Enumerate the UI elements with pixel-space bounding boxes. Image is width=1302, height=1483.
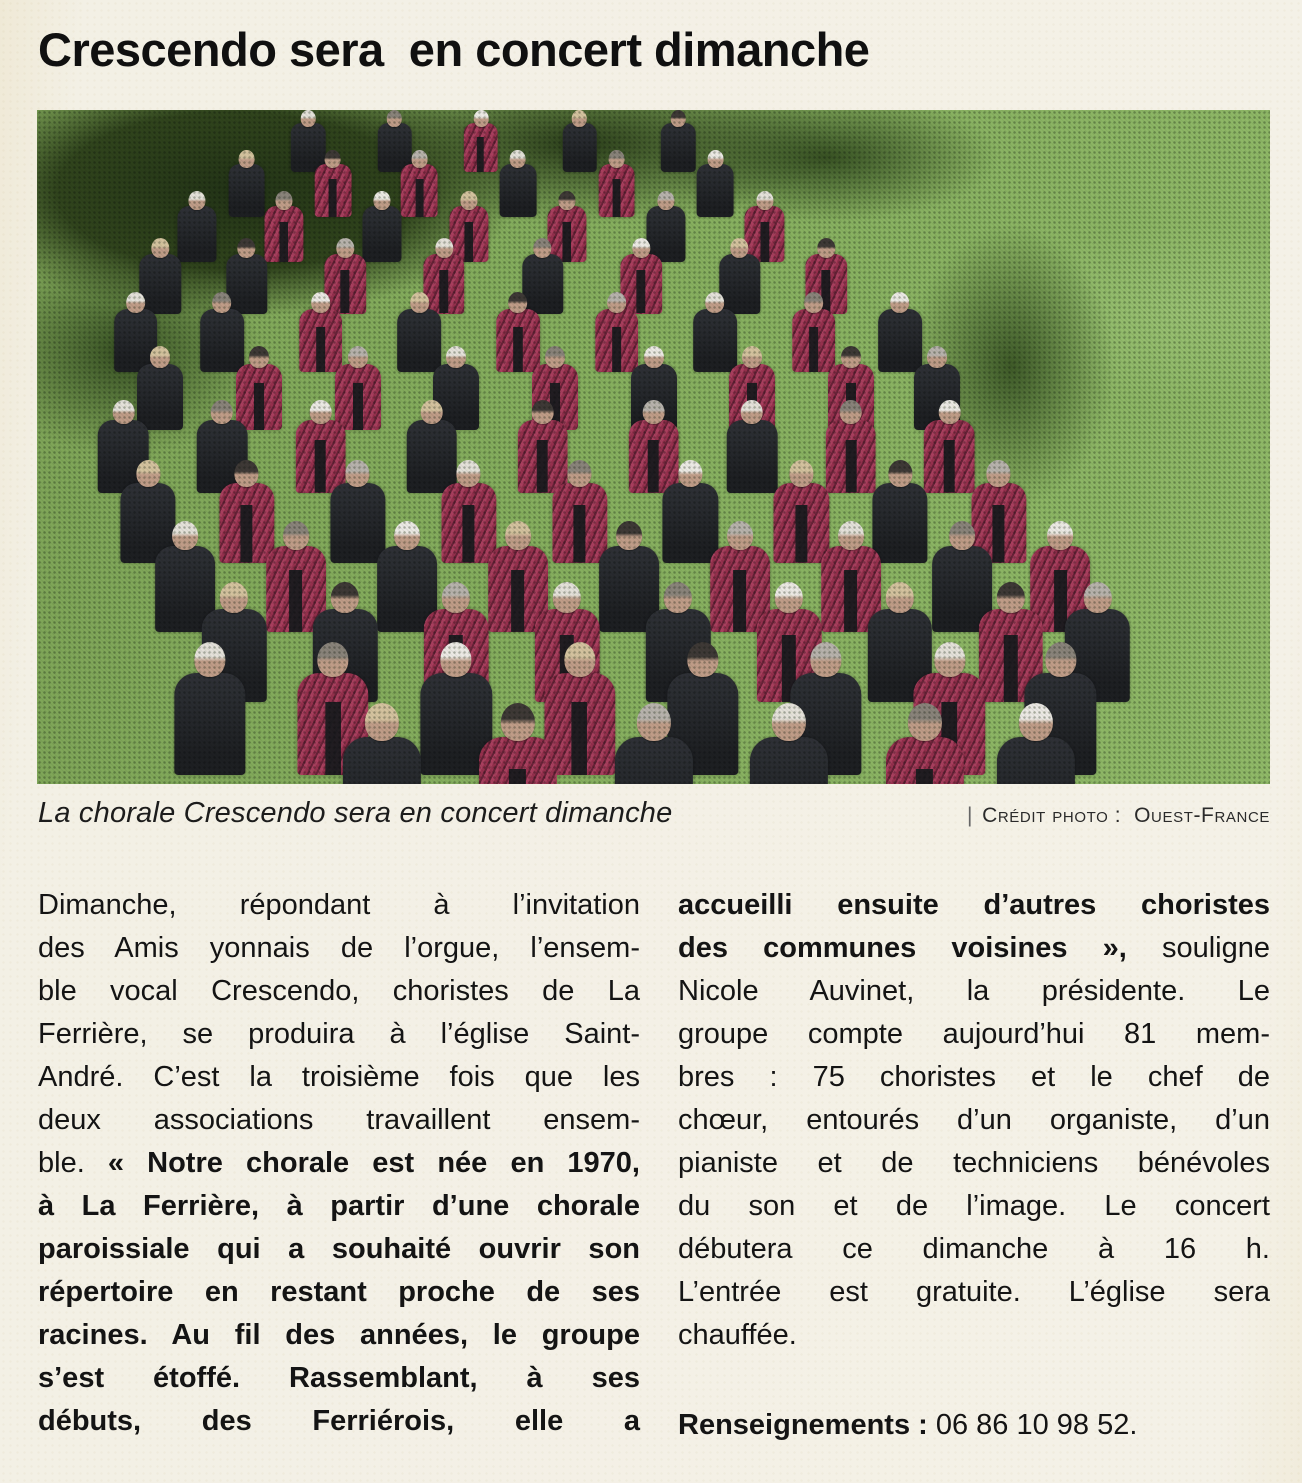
text-segment: Renseignements : (678, 1409, 936, 1441)
figure-head (1083, 582, 1111, 613)
article-line (678, 1271, 1270, 1314)
figure-head (644, 346, 664, 368)
figure-head (840, 400, 862, 425)
text-segment: répertoire en restant proche de ses (38, 1276, 640, 1308)
article-line (38, 970, 640, 1013)
article-line (678, 1099, 1270, 1142)
figure-head (283, 521, 309, 550)
figure-head (150, 346, 170, 368)
article-line (678, 1056, 1270, 1099)
choir-member-figure (363, 191, 402, 262)
figure-head (501, 703, 535, 741)
article-line (38, 1185, 640, 1228)
figure-head (664, 582, 692, 613)
text-segment: Dimanche, répondant à l’invitation (38, 889, 640, 921)
photo-credit (967, 804, 1270, 828)
article-line (38, 1228, 640, 1271)
choir-member-figure (264, 191, 303, 262)
article-line (38, 884, 640, 927)
figure-head (804, 292, 823, 313)
figure-head (508, 292, 527, 313)
text-segment: du son et de l’image. Le concert (678, 1190, 1270, 1222)
text-segment: groupe compte aujourd’hui 81 mem- (678, 1018, 1270, 1050)
figure-torso (614, 737, 692, 784)
choir-member-figure (661, 110, 696, 172)
choir-member-figure (598, 150, 635, 217)
choir-member-figure (174, 642, 245, 775)
figure-head (220, 582, 248, 613)
article-line (678, 1404, 1270, 1447)
text-segment: L’entrée est gratuite. L’église sera (678, 1276, 1270, 1308)
figure-head (311, 292, 330, 313)
figure-head (891, 292, 910, 313)
credit-label: Crédit photo : (982, 804, 1122, 827)
figure-head (886, 582, 914, 613)
figure-head (838, 521, 864, 550)
figure-head (632, 238, 650, 258)
figure-head (706, 292, 725, 313)
figure-head (1047, 521, 1073, 550)
caption-row (38, 797, 1270, 830)
choir-member-figure (343, 703, 421, 784)
choir-member-figure (479, 703, 557, 784)
figure-head (411, 150, 427, 168)
photo-caption: La chorale Crescendo sera en concert dimanche (38, 797, 673, 829)
figure-head (136, 460, 160, 487)
figure-head (608, 150, 624, 168)
figure-head (460, 191, 477, 210)
figure-head (888, 460, 912, 487)
figure-head (643, 400, 665, 425)
figure-head (301, 110, 316, 127)
figure-head (934, 642, 965, 677)
figure-head (616, 521, 642, 550)
text-segment: des communes voisines », (678, 932, 1127, 964)
choir-member-figure (750, 703, 828, 784)
figure-torso (598, 164, 635, 217)
choir-photo (37, 110, 1270, 784)
choir-member-figure (401, 150, 438, 217)
text-segment: souligne (1126, 932, 1271, 964)
figure-head (908, 703, 942, 741)
article-line (38, 1142, 640, 1185)
figure-head (564, 642, 595, 677)
figure-head (742, 346, 762, 368)
figure-head (238, 238, 256, 258)
choir-member-figure (825, 400, 876, 493)
figure-head (235, 460, 259, 487)
figure-head (553, 582, 581, 613)
article-line (678, 970, 1270, 1013)
figure-head (772, 703, 806, 741)
figure-head (741, 400, 763, 425)
choir-member-figure (178, 191, 217, 262)
text-segment: Nicole Auvinet, la présidente. Le (678, 975, 1270, 1007)
figure-head (997, 582, 1025, 613)
text-segment: des Amis yonnais de l’orgue, l’ensem- (38, 932, 640, 964)
figure-head (365, 703, 399, 741)
figure-torso (750, 737, 828, 784)
figure-torso (464, 123, 499, 173)
figure-head (687, 642, 718, 677)
figure-head (789, 460, 813, 487)
figure-head (545, 346, 565, 368)
figure-head (446, 346, 466, 368)
figure-head (394, 521, 420, 550)
figure-torso (997, 737, 1075, 784)
figure-head (239, 150, 255, 168)
choir-member-figure (873, 460, 928, 562)
text-segment: débutera ce dimanche à 16 h. (678, 1233, 1270, 1265)
article-line (38, 1013, 640, 1056)
figure-head (505, 521, 531, 550)
figure-torso (886, 737, 964, 784)
article-line (38, 1099, 640, 1142)
figure-torso (315, 164, 352, 217)
choir-member-figure (499, 150, 536, 217)
figure-torso (697, 164, 734, 217)
choir-member-figure (924, 400, 975, 493)
figure-head (211, 400, 233, 425)
figure-torso (174, 673, 245, 775)
figure-head (727, 521, 753, 550)
figure-head (172, 521, 198, 550)
figure-head (457, 460, 481, 487)
figure-head (817, 238, 835, 258)
article-line (38, 927, 640, 970)
text-segment: ble vocal Crescendo, choristes de La (38, 975, 640, 1007)
choir-member-figure (886, 703, 964, 784)
article-line (38, 1314, 640, 1357)
figure-head (212, 292, 231, 313)
article-line (678, 1185, 1270, 1228)
text-segment: à La Ferrière, à partir d’une chorale (38, 1190, 640, 1222)
figure-torso (343, 737, 421, 784)
figure-head (348, 346, 368, 368)
figure-head (331, 582, 359, 613)
figure-torso (727, 420, 778, 493)
figure-head (473, 110, 488, 127)
figure-head (927, 346, 947, 368)
figure-torso (363, 206, 402, 262)
figure-head (275, 191, 292, 210)
figure-head (1045, 642, 1076, 677)
article-line (678, 1314, 1270, 1357)
text-segment: paroissiale qui a souhaité ouvrir son (38, 1233, 640, 1265)
figure-head (442, 582, 470, 613)
figure-head (775, 582, 803, 613)
text-segment: s’est étoffé. Rassemblant, à ses (38, 1362, 640, 1394)
figure-head (112, 400, 134, 425)
choir-member-figure (697, 150, 734, 217)
article-column-2 (678, 884, 1270, 1447)
credit-value: Ouest-France (1134, 804, 1270, 827)
text-segment: chauffée. (678, 1319, 797, 1351)
figure-head (731, 238, 749, 258)
figure-head (435, 238, 453, 258)
article-line (38, 1357, 640, 1400)
text-segment: racines. Au fil des années, le groupe (38, 1319, 640, 1351)
figure-head (387, 110, 402, 127)
article-line (678, 884, 1270, 927)
choir-member-figure (727, 400, 778, 493)
figure-head (707, 150, 723, 168)
figure-head (410, 292, 429, 313)
credit-separator-bar: | (967, 804, 974, 827)
figure-torso (825, 420, 876, 493)
figure-head (346, 460, 370, 487)
figure-torso (401, 164, 438, 217)
text-segment: 06 86 10 98 52. (935, 1409, 1138, 1441)
text-segment: deux associations travaillent ensem- (38, 1104, 640, 1136)
figure-head (317, 642, 348, 677)
article-line (678, 927, 1270, 970)
choir-member-figure (614, 703, 692, 784)
figure-torso (228, 164, 265, 217)
figure-head (510, 150, 526, 168)
text-segment: pianiste et de techniciens bénévoles (678, 1147, 1270, 1179)
figure-head (194, 642, 225, 677)
article-line (678, 1142, 1270, 1185)
text-segment: débuts, des Ferriérois, elle a (38, 1405, 640, 1437)
figure-head (249, 346, 269, 368)
figure-torso (873, 483, 928, 562)
figure-head (678, 460, 702, 487)
figure-head (572, 110, 587, 127)
article-line (38, 1271, 640, 1314)
figure-head (841, 346, 861, 368)
figure-head (310, 400, 332, 425)
figure-head (811, 642, 842, 677)
figure-head (126, 292, 145, 313)
text-segment: André. C’est la troisième fois que les (38, 1061, 640, 1093)
article-line (678, 1228, 1270, 1271)
figure-head (657, 191, 674, 210)
figure-head (421, 400, 443, 425)
article-line (38, 1056, 640, 1099)
article-headline: Crescendo sera en concert dimanche (38, 23, 870, 76)
figure-head (568, 460, 592, 487)
figure-head (374, 191, 391, 210)
figure-head (336, 238, 354, 258)
text-segment: chœur, entourés d’un organiste, d’un (678, 1104, 1270, 1136)
figure-head (756, 191, 773, 210)
text-segment: accueilli ensuite d’autres choristes (678, 889, 1270, 921)
figure-head (532, 400, 554, 425)
figure-head (151, 238, 169, 258)
text-segment: bres : 75 choristes et le chef de (678, 1061, 1270, 1093)
choir-member-figure (562, 110, 597, 172)
text-segment: « Notre chorale est née en 1970, (107, 1147, 640, 1179)
article-line (678, 1013, 1270, 1056)
figure-head (1019, 703, 1053, 741)
figure-torso (562, 123, 597, 173)
figure-torso (924, 420, 975, 493)
figure-torso (499, 164, 536, 217)
figure-head (534, 238, 552, 258)
figure-head (938, 400, 960, 425)
figure-head (987, 460, 1011, 487)
figure-head (607, 292, 626, 313)
choir-member-figure (315, 150, 352, 217)
choir-member-figure (997, 703, 1075, 784)
figure-head (559, 191, 576, 210)
text-segment: ble. (38, 1147, 108, 1179)
choir-member-figure (464, 110, 499, 172)
figure-torso (264, 206, 303, 262)
figure-head (441, 642, 472, 677)
article-column-1 (38, 884, 640, 1443)
figure-head (637, 703, 671, 741)
figure-torso (178, 206, 217, 262)
text-segment: Ferrière, se produira à l’église Saint- (38, 1018, 640, 1050)
figure-head (949, 521, 975, 550)
choir-member-figure (228, 150, 265, 217)
figure-torso (661, 123, 696, 173)
figure-head (325, 150, 341, 168)
figure-head (671, 110, 686, 127)
article-line (38, 1400, 640, 1443)
figure-torso (479, 737, 557, 784)
figure-head (189, 191, 206, 210)
